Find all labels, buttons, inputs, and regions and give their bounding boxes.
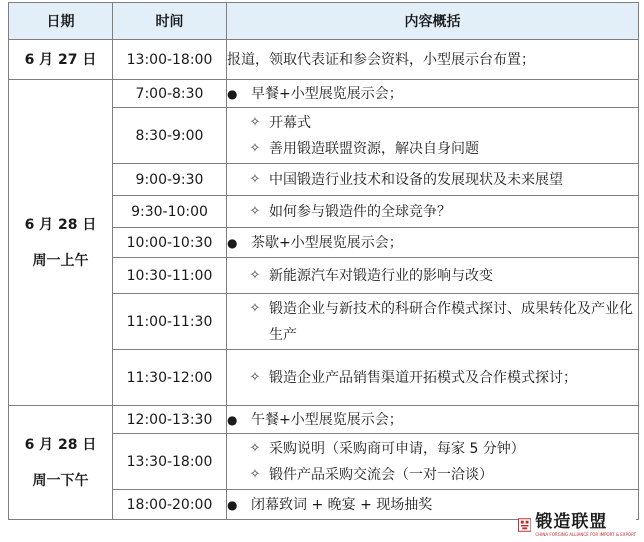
schedule-table bbox=[8, 2, 639, 520]
item-text: 闭幕致词 + 晚宴 + 现场抽奖 bbox=[251, 496, 433, 513]
content-cell bbox=[227, 350, 639, 406]
table-row bbox=[9, 40, 639, 80]
item-text: 锻造企业产品销售渠道开拓模式及合作模式探讨； bbox=[269, 369, 577, 386]
bullet-icon: ● bbox=[227, 86, 238, 101]
date-cell bbox=[9, 406, 113, 520]
content-cell bbox=[227, 108, 639, 164]
header-date: 日期 bbox=[9, 3, 113, 40]
diamond-bullet-icon: ✧ bbox=[249, 300, 261, 316]
time-cell: 9:30-10:00 bbox=[113, 196, 227, 228]
item-text: 锻造企业与新技术的科研合作模式探讨、成果转化及产业化生产 bbox=[269, 300, 633, 343]
date-label: 6 月 27 日 bbox=[24, 51, 97, 68]
table-row bbox=[9, 80, 639, 108]
content-cell bbox=[227, 228, 639, 258]
date-label: 6 月 28 日 bbox=[24, 216, 97, 233]
diamond-bullet-icon: ✧ bbox=[249, 114, 261, 130]
date-label: 6 月 28 日 bbox=[24, 436, 97, 453]
item-text: 采购说明（采购商可申请，每家 5 分钟） bbox=[269, 440, 525, 457]
content-cell bbox=[227, 80, 639, 108]
content-cell bbox=[227, 294, 639, 350]
item-text: 午餐+小型展览展示会； bbox=[251, 411, 403, 428]
header-content: 内容概括 bbox=[227, 3, 639, 40]
item-text: 早餐+小型展览展示会； bbox=[251, 85, 403, 102]
list-item bbox=[227, 47, 638, 73]
logo-tagline: CHINA FORGING ALLIANCE FOR IMPORT & EXPORT bbox=[535, 532, 636, 537]
logo-name: 锻造联盟 bbox=[535, 512, 608, 532]
time-cell: 10:30-11:00 bbox=[113, 258, 227, 294]
item-text: 开幕式 bbox=[269, 114, 311, 131]
date-sublabel: 周一下午 bbox=[32, 472, 89, 489]
diamond-bullet-icon: ✧ bbox=[249, 140, 261, 156]
date-cell bbox=[9, 80, 113, 406]
date-sublabel: 周一上午 bbox=[32, 252, 89, 269]
list-item bbox=[227, 365, 638, 391]
item-text: 茶歇+小型展览展示会； bbox=[251, 234, 403, 251]
time-cell: 9:00-9:30 bbox=[113, 164, 227, 196]
content-cell bbox=[227, 406, 639, 434]
list-item bbox=[227, 230, 638, 256]
time-cell: 11:00-11:30 bbox=[113, 294, 227, 350]
time-cell: 7:00-8:30 bbox=[113, 80, 227, 108]
item-text: 中国锻造行业技术和设备的发展现状及未来展望 bbox=[269, 171, 563, 188]
content-cell bbox=[227, 434, 639, 490]
item-text: 锻件产品采购交流会（一对一洽谈） bbox=[269, 466, 493, 483]
time-cell: 18:00-20:00 bbox=[113, 490, 227, 520]
diamond-bullet-icon: ✧ bbox=[249, 171, 261, 187]
time-cell: 12:00-13:30 bbox=[113, 406, 227, 434]
list-item bbox=[227, 462, 638, 488]
header-time: 时间 bbox=[113, 3, 227, 40]
diamond-bullet-icon: ✧ bbox=[249, 203, 261, 219]
list-item bbox=[227, 136, 638, 162]
list-item bbox=[227, 199, 638, 225]
bullet-icon: ● bbox=[227, 235, 238, 250]
content-cell bbox=[227, 196, 639, 228]
content-cell bbox=[227, 258, 639, 294]
diamond-bullet-icon: ✧ bbox=[249, 466, 261, 482]
date-cell bbox=[9, 40, 113, 80]
diamond-bullet-icon: ✧ bbox=[249, 267, 261, 283]
time-cell: 13:00-18:00 bbox=[113, 40, 227, 80]
table-row bbox=[9, 406, 639, 434]
item-text: 如何参与锻造件的全球竞争？ bbox=[269, 203, 451, 220]
table-header-row bbox=[9, 3, 639, 40]
time-cell: 11:30-12:00 bbox=[113, 350, 227, 406]
content-cell bbox=[227, 40, 639, 80]
list-item bbox=[227, 167, 638, 193]
forging-alliance-logo bbox=[518, 509, 636, 541]
item-text: 报道，领取代表证和参会资料，小型展示台布置； bbox=[227, 51, 535, 68]
content-cell bbox=[227, 164, 639, 196]
forging-alliance-logo-icon bbox=[518, 511, 531, 539]
time-cell: 13:30-18:00 bbox=[113, 434, 227, 490]
time-cell: 10:00-10:30 bbox=[113, 228, 227, 258]
list-item bbox=[227, 110, 638, 136]
list-item bbox=[227, 407, 638, 433]
list-item bbox=[227, 436, 638, 462]
item-text: 新能源汽车对锻造行业的影响与改变 bbox=[269, 267, 493, 284]
time-cell: 8:30-9:00 bbox=[113, 108, 227, 164]
list-item bbox=[227, 81, 638, 107]
list-item bbox=[227, 296, 638, 348]
diamond-bullet-icon: ✧ bbox=[249, 440, 261, 456]
item-text: 善用锻造联盟资源，解决自身问题 bbox=[269, 140, 479, 157]
diamond-bullet-icon: ✧ bbox=[249, 369, 261, 385]
list-item bbox=[227, 263, 638, 289]
bullet-icon: ● bbox=[227, 497, 238, 512]
bullet-icon: ● bbox=[227, 412, 238, 427]
